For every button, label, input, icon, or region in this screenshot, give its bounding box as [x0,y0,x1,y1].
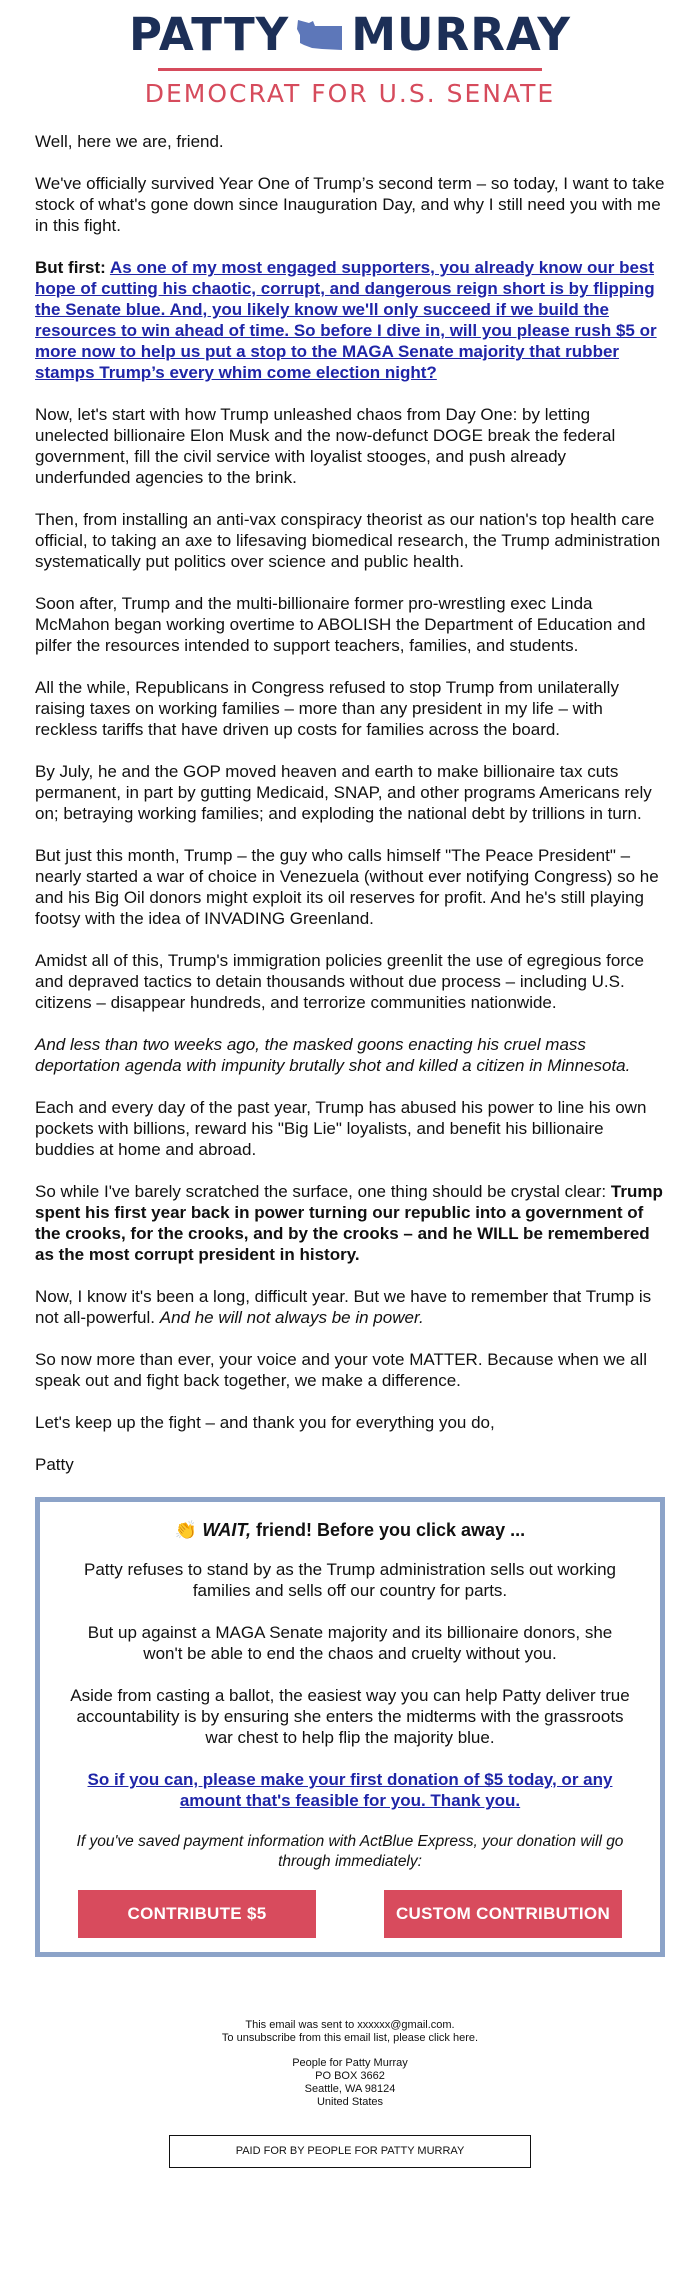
logo-name-left: PATTY [129,8,290,61]
donate-link-primary[interactable]: As one of my most engaged supporters, you already know our best hope of cutting his chaotic, corrupt, and dangerous reign short is by flipping the Senate blue. And, you likely know we'll only succeed if we build the resources to win ahead of time. So before I dive in, will you please rush $5 or more now to help us put a stop to the MAGA Senate majority that rubber stamps Trump’s every whim come election night? [35,258,657,382]
paragraph: Each and every day of the past year, Trump has abused his power to line his own pockets with billions, reward his "Big Lie" loyalists, and benefit his billionaire buddies at home and abroad. [35,1098,647,1159]
not-all-powerful-italic: And he will not always be in power. [159,1308,424,1327]
crystal-clear-lead: So while I've barely scratched the surface, one thing should be crystal clear: [35,1182,611,1201]
paragraph: We've officially survived Year One of Trump’s second term – so today, I want to take stock of what's gone down since Inauguration Day, and why I still need you with me in this fight. [35,174,665,235]
paragraph: But just this month, Trump – the guy who calls himself "The Peace President" – nearly started a war of choice in Venezuela (without ever notifying Congress) so he and his Big Oil donors might exploit its oil reserves for profit. And he's still playing footsy with the idea of INVADING Greenland. [35,846,659,928]
mailing-address [0,2057,700,2109]
email-header [0,0,700,109]
callout-link-paragraph [68,1769,632,1811]
paragraph: So now more than ever, your voice and your vote MATTER. Because when we all speak out and fight back together, we make a difference. [35,1350,647,1390]
paragraph: Soon after, Trump and the multi-billionaire former pro-wrestling exec Linda McMahon began working overtime to ABOLISH the Department of Education and pilfer the resources intended to support teachers, families, and students. [35,594,646,655]
paragraph: All the while, Republicans in Congress refused to stop Trump from unilaterally raising taxes on working families – more than any president in my life – with reckless tariffs that have driven up costs for families across the board. [35,678,619,739]
email-footer [0,1957,700,2180]
paragraph: Then, from installing an anti-vax conspiracy theorist as our nation's top health care official, to taking an axe to lifesaving biomedical research, the Trump administration systematically put politics over science and public health. [35,510,661,571]
signature: Patty [35,1455,74,1474]
unsubscribe-link[interactable]: To unsubscribe from this email list, please click here. [221,2032,479,2044]
but-first-lead: But first: [35,258,110,277]
actblue-note: If you've saved payment information with ActBlue Express, your donation will go through immediately: [76,1833,624,1870]
sent-to-line: This email was sent to xxxxxx@gmail.com. [245,2019,455,2031]
custom-contribution-button[interactable]: CUSTOM CONTRIBUTION [384,1890,622,1938]
paragraph: Amidst all of this, Trump's immigration policies greenlit the use of egregious force and depraved tactics to detain thousands without due process – including U.S. citizens – disappear hundreds, and terrorize communities nationwide. [35,951,644,1012]
donate-button-row [68,1890,632,1938]
callout-heading-rest: friend! Before you click away ... [251,1520,526,1540]
donate-callout-box [35,1497,665,1957]
address-org: People for Patty Murray [292,2057,408,2069]
callout-heading-wait: WAIT, [202,1520,251,1540]
contribute-5-button[interactable]: CONTRIBUTE $5 [78,1890,316,1938]
paragraph: By July, he and the GOP moved heaven and earth to make billionaire tax cuts permanent, in part by gutting Medicaid, SNAP, and other programs Americans rely on; betraying working families; and exploding the national debt by trillions in turn. [35,762,652,823]
logo-divider [158,68,542,71]
address-po-box: PO BOX 3662 [315,2070,385,2082]
callout-heading [68,1520,632,1541]
callout-paragraph: Aside from casting a ballot, the easiest way you can help Patty deliver true accountability is by ensuring she enters the midterms with the grassroots war chest to help flip the majority blue. [70,1686,630,1747]
not-all-powerful-paragraph [35,1286,665,1328]
logo-name-right: MURRAY [351,8,571,61]
clapping-hands-icon: 👏 [174,1520,198,1540]
callout-paragraph: Patty refuses to stand by as the Trump administration sells out working families and sells off our country for parts. [84,1560,616,1600]
callout-paragraph: But up against a MAGA Senate majority and its billionaire donors, she won't be able to end the chaos and cruelty without you. [87,1623,613,1663]
donate-link-secondary[interactable]: So if you can, please make your first donation of $5 today, or any amount that's feasible for you. Thank you. [87,1770,613,1810]
washington-state-icon [295,17,345,53]
not-all-powerful-lead: Now, I know it's been a long, difficult year. But we have to remember that Trump is not all-powerful. [35,1287,652,1327]
but-first-paragraph [35,257,665,383]
italic-paragraph: And less than two weeks ago, the masked goons enacting his cruel mass deportation agenda with impunity brutally shot and killed a citizen in Minnesota. [35,1035,631,1075]
paid-for-disclaimer: PAID FOR BY PEOPLE FOR PATTY MURRAY [169,2135,531,2168]
letter-body [0,109,700,1475]
crystal-clear-paragraph [35,1181,665,1265]
logo [0,8,700,62]
crystal-clear-bold: Trump spent his first year back in power turning our republic into a government of the crooks, for the crooks, and by the crooks – and he WILL be remembered as the most corrupt president in history. [35,1182,663,1264]
bottom-spacer [0,2168,700,2180]
logo-subtitle: DEMOCRAT FOR U.S. SENATE [144,79,556,108]
paragraph: Now, let's start with how Trump unleashed chaos from Day One: by letting unelected billionaire Elon Musk and the now-defunct DOGE break the federal government, fill the civil service with loyalist stooges, and push already underfunded agencies to the brink. [35,405,616,487]
greeting: Well, here we are, friend. [35,132,224,151]
address-country: United States [316,2096,384,2108]
address-city: Seattle, WA 98124 [304,2083,396,2095]
paragraph: Let's keep up the fight – and thank you for everything you do, [35,1413,495,1432]
